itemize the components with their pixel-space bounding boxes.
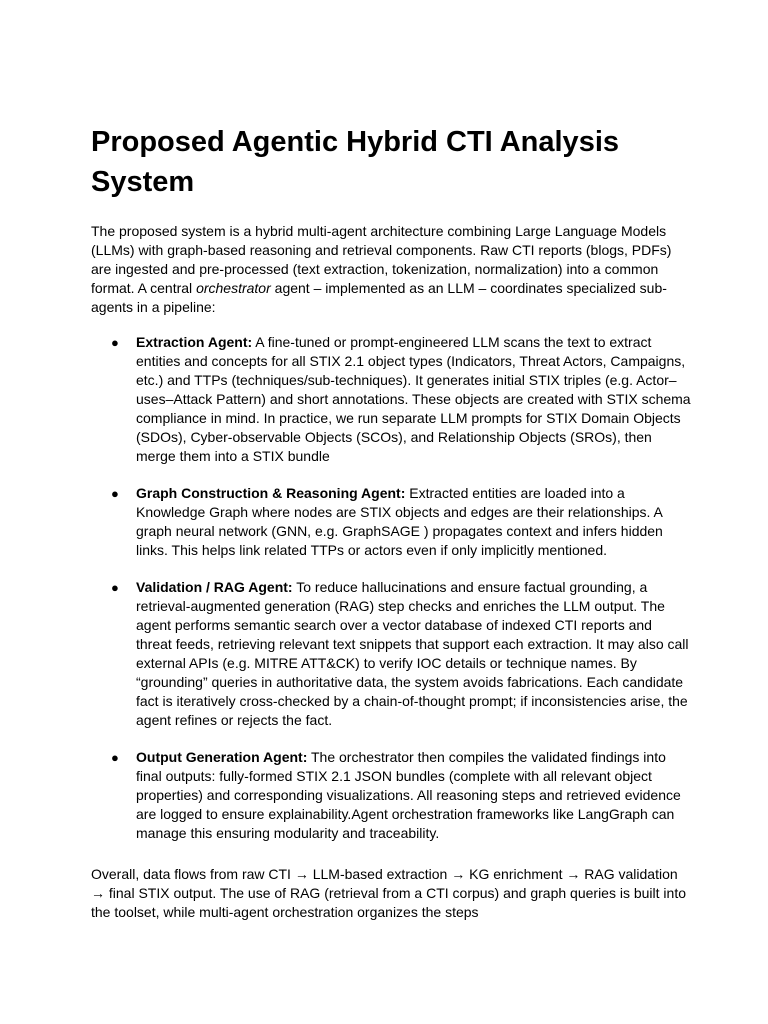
bullet-icon: ● bbox=[111, 335, 119, 350]
list-item-extraction-agent bbox=[91, 333, 691, 466]
intro-emphasis: orchestrator bbox=[196, 280, 271, 296]
agent-description: A fine-tuned or prompt-engineered LLM scans the text to extract entities and concepts for all STIX 2.1 object types (Indicators, Threat Actors, Campaigns, etc.) and TTPs (techniques/sub-techniques). It generates initial STIX triples (e.g. Actor–uses–Attack Pattern) and short annotations. These objects are created with STIX schema compliance in mind. In practice, we run separate LLM prompts for STIX Domain Objects (SDOs), Cyber-observable Objects (SCOs), and Relationship Objects (SROs), then merge them into a STIX bundle bbox=[136, 334, 691, 464]
document-page bbox=[91, 122, 691, 922]
agent-term: Validation / RAG Agent: bbox=[136, 579, 293, 595]
intro-text-start: The proposed system is a hybrid multi-agent architecture combining Large Language Models (LLMs) with graph-based reasoning and retrieval components. Raw CTI reports (blogs, PDFs) are ingested and pre-processed (text extraction, tokenization, normalization) into a common format. A central bbox=[91, 223, 672, 296]
list-item-validation-agent bbox=[91, 578, 691, 730]
agent-term: Extraction Agent: bbox=[136, 334, 253, 350]
bullet-icon: ● bbox=[111, 750, 119, 765]
intro-text-end: agent – implemented as an LLM – coordinates specialized sub-agents in a pipeline: bbox=[91, 280, 667, 315]
summary-paragraph: Overall, data flows from raw CTI → LLM-based extraction → KG enrichment → RAG validation → final STIX output. The use of RAG (retrieval from a CTI corpus) and graph queries is built into the toolset, while multi-agent orchestration organizes the steps bbox=[91, 866, 687, 920]
agent-description: Extracted entities are loaded into a Knowledge Graph where nodes are STIX objects and edges are their relationships. A graph neural network (GNN, e.g. GraphSAGE ) propagates context and infers hidden links. This helps link related TTPs or actors even if only implicitly mentioned. bbox=[136, 485, 663, 558]
agent-description: To reduce hallucinations and ensure factual grounding, a retrieval-augmented generation (RAG) step checks and enriches the LLM output. The agent performs semantic search over a vector database of indexed CTI reports and threat feeds, retrieving relevant text snippets that support each extraction. It may also call external APIs (e.g. MITRE ATT&CK) to verify IOC details or technique names. By “grounding” queries in authoritative data, the system avoids fabrications. Each candidate fact is iteratively cross-checked by a chain-of-thought prompt; if inconsistencies arise, the agent refines or rejects the fact. bbox=[136, 579, 689, 728]
document-title: Proposed Agentic Hybrid CTI Analysis System bbox=[91, 126, 620, 198]
bullet-icon: ● bbox=[111, 580, 119, 595]
agent-term: Graph Construction & Reasoning Agent: bbox=[136, 485, 406, 501]
intro-paragraph bbox=[91, 222, 691, 317]
agent-description: The orchestrator then compiles the validated findings into final outputs: fully-formed STIX 2.1 JSON bundles (complete with all relevant object properties) and corresponding visualizations. All reasoning steps and retrieved evidence are logged to ensure explainability.Agent orchestration frameworks like LangGraph can manage this ensuring modularity and traceability. bbox=[136, 749, 681, 841]
agent-list bbox=[91, 333, 691, 843]
list-item-graph-agent bbox=[91, 484, 691, 560]
agent-term: Output Generation Agent: bbox=[136, 749, 308, 765]
list-item-output-agent bbox=[91, 748, 691, 843]
bullet-icon: ● bbox=[111, 486, 119, 501]
